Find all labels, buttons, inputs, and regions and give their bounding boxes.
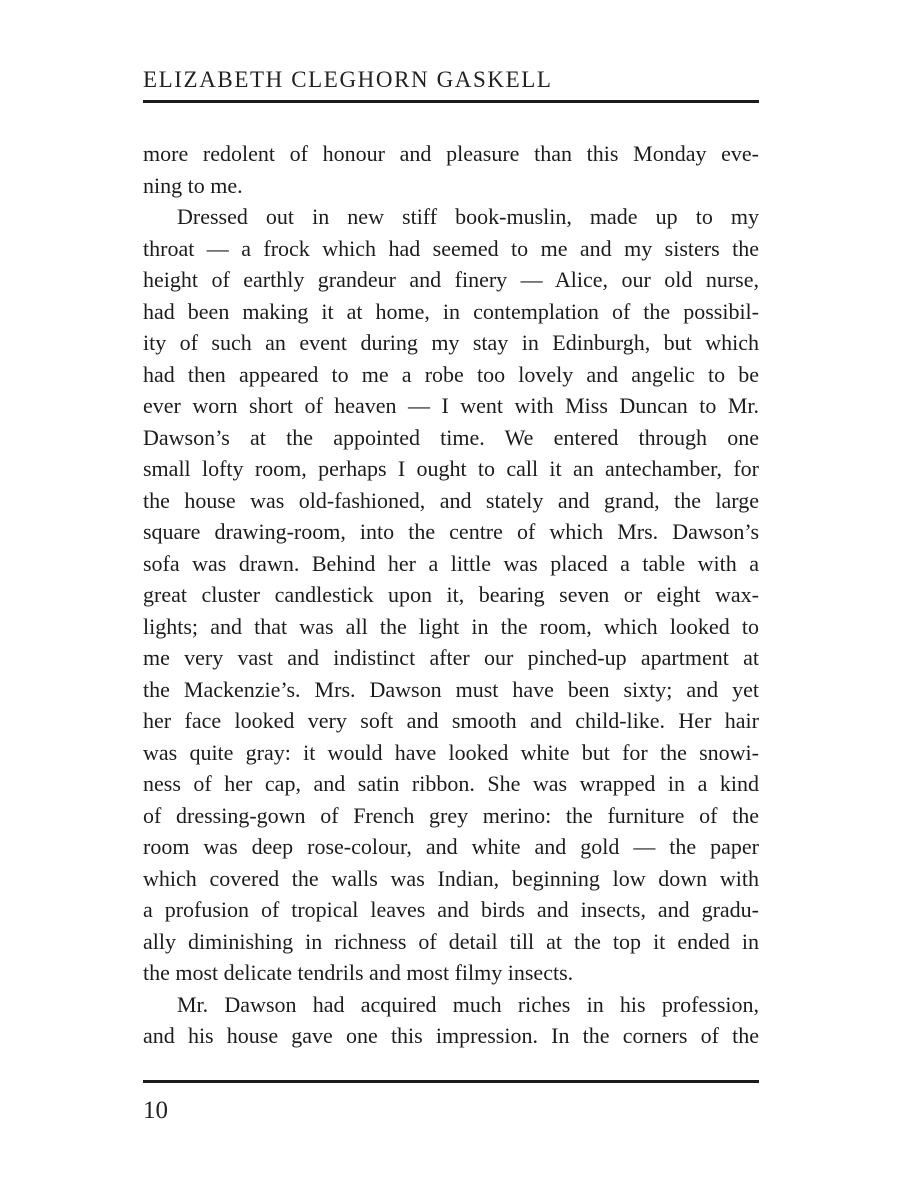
text-line: was quite gray: it would have looked white but for the snowi- [143, 739, 759, 765]
text-line: ever worn short of heaven — I went with Miss Duncan to Mr. [143, 393, 759, 418]
text-line: throat — a frock which had seemed to me and my sisters the [143, 235, 759, 261]
text-line: Dawson’s at the appointed time. We entered through one [143, 424, 759, 450]
paragraph-start-line: Dressed out in new stiff book-muslin, made up to my [177, 204, 759, 229]
text-line: her face looked very soft and smooth and child-like. Her hair [143, 708, 759, 733]
text-line: great cluster candlestick upon it, bearing seven or eight wax- [143, 582, 759, 607]
text-line: had then appeared to me a robe too lovely and angelic to be [143, 361, 759, 387]
text-line: which covered the walls was Indian, beginning low down with [143, 865, 759, 891]
text-line: ning to me. [143, 172, 243, 198]
text-line: had been making it at home, in contemplation of the possibil- [143, 298, 759, 324]
text-line: the most delicate tendrils and most filmy insects. [143, 960, 574, 985]
text-line: more redolent of honour and pleasure than this Monday eve- [143, 141, 759, 166]
text-line: a profusion of tropical leaves and birds and insects, and gradu- [143, 897, 759, 922]
text-line: me very vast and indistinct after our pinched-up apartment at [143, 645, 759, 670]
text-line: ally diminishing in richness of detail till at the top it ended in [143, 928, 759, 954]
body-text [143, 138, 759, 1052]
text-line: ness of her cap, and satin ribbon. She was wrapped in a kind [143, 771, 759, 796]
header-rule [143, 100, 759, 103]
text-line: ity of such an event during my stay in Edinburgh, but which [143, 330, 759, 355]
text-line: of dressing-gown of French grey merino: the furniture of the [143, 802, 759, 828]
text-line: sofa was drawn. Behind her a little was placed a table with a [143, 550, 759, 576]
text-line: room was deep rose-colour, and white and gold — the paper [143, 834, 759, 859]
text-line: square drawing-room, into the centre of which Mrs. Dawson’s [143, 519, 759, 544]
text-line: and his house gave one this impression. In the corners of the [143, 1023, 759, 1048]
text-line: small lofty room, perhaps I ought to call it an antechamber, for [143, 456, 759, 481]
text-line: the Mackenzie’s. Mrs. Dawson must have been sixty; and yet [143, 676, 759, 702]
paragraph-start-line: Mr. Dawson had acquired much riches in his profession, [177, 991, 759, 1017]
text-line: lights; and that was all the light in the room, which looked to [143, 613, 759, 639]
text-line: height of earthly grandeur and finery — Alice, our old nurse, [143, 267, 759, 292]
footer-rule [143, 1080, 759, 1083]
page-number: 10 [143, 1097, 168, 1124]
running-header-title: ELIZABETH CLEGHORN GASKELL [143, 67, 553, 92]
text-line: the house was old-fashioned, and stately and grand, the large [143, 487, 759, 513]
